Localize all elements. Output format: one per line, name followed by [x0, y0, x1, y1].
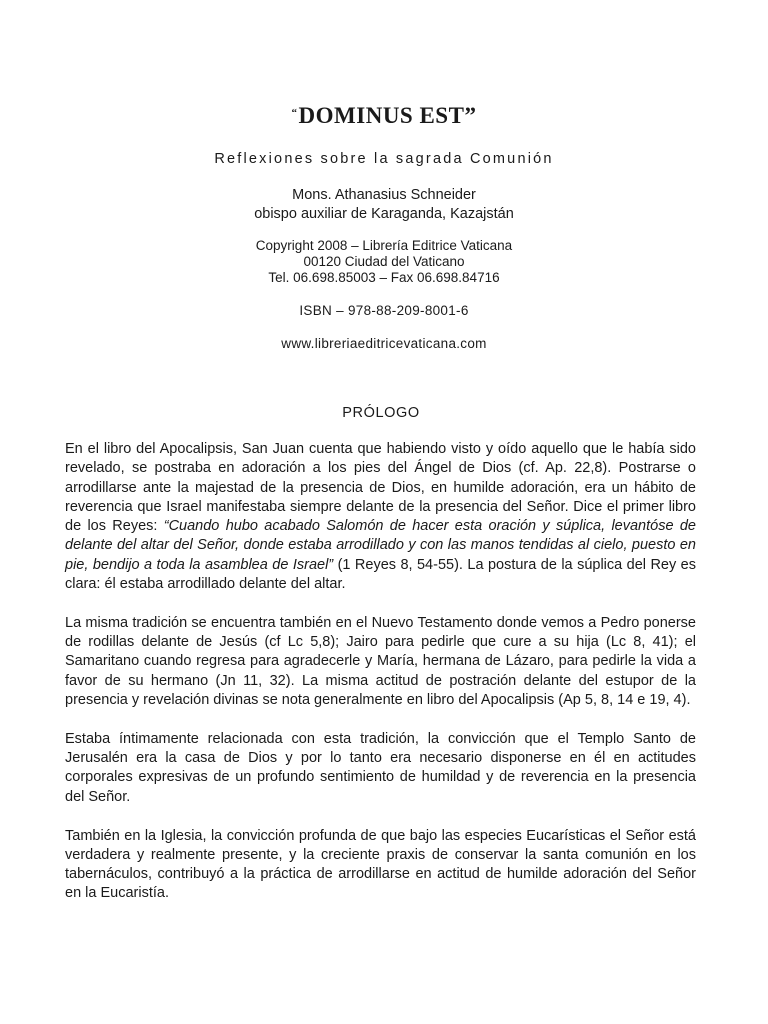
publisher-phone: Tel. 06.698.85003 – Fax 06.698.84716 [268, 270, 500, 285]
prologue-heading: PRÓLOGO [342, 405, 420, 421]
title-open-quote: “ [291, 107, 298, 119]
author-role: obispo auxiliar de Karaganda, Kazajstán [254, 206, 514, 222]
isbn-line: ISBN – 978-88-209-8001-6 [299, 303, 469, 318]
prologue-paragraph-3: Estaba íntimamente relacionada con esta tradición, la convicción que el Templo Santo de Jerusalén era la casa de Dios y por lo tanto era necesario disponerse en él en actitudes corporales expresivas de un profundo sentimiento de humildad y de reverencia en la presencia del Señor. [65, 730, 696, 805]
book-title-text: DOMINUS EST” [298, 103, 477, 128]
prologue-body [65, 440, 696, 923]
book-title [0, 103, 768, 129]
prologue-paragraph-4: También en la Iglesia, la convicción profunda de que bajo las especies Eucarísticas el Señor está verdadera y realmente presente, y la creciente praxis de conservar la santa comunión en los tabernáculos, contribuyó a la práctica de arrodillarse en actitud de humilde adoración del Señor en la Eucaristía. [65, 827, 696, 902]
copyright-line: Copyright 2008 – Librería Editrice Vaticana [255, 238, 513, 253]
author-name: Mons. Athanasius Schneider [292, 187, 476, 203]
publisher-address: 00120 Ciudad del Vaticano [303, 254, 465, 269]
book-subtitle: Reflexiones sobre la sagrada Comunión [214, 151, 554, 167]
paragraph-1-quote: “Cuando hubo acabado Salomón de hacer esta oración y súplica, levantóse de delante del altar del Señor, donde estaba arrodillado y con las manos tendidas al cielo, puesto en pie, bendijo a toda la asamblea de Israel” [65, 518, 696, 573]
paragraph-1-text-a: En el libro del Apocalipsis, San Juan cuenta que habiendo visto y oído aquello que le había sido revelado, se postraba en adoración a los pies del Ángel de Dios (cf. Ap. 22,8). Postrarse o arrodillarse ante la majestad de la presencia de Dios, en humilde adoración, era un hábito de reverencia que Israel manifestaba siempre delante de la presencia del Señor. Dice el primer libro de los Reyes: [65, 441, 696, 535]
prologue-paragraph-2: La misma tradición se encuentra también en el Nuevo Testamento donde vemos a Pedro ponerse de rodillas delante de Jesús (cf Lc 5,8); Jairo para pedirle que cure a su hija (Lc 8, 41); el Samaritano cuando regresa para agradecerle y María, hermana de Lázaro, para pedirle la vida a favor de su hermano (Jn 11, 32). La misma actitud de postración delante del estupor de la presencia y revelación divinas se nota generalmente en libro del Apocalipsis (Ap 5, 8, 14 e 19, 4). [65, 614, 696, 709]
prologue-paragraph-1 [65, 440, 696, 594]
publisher-website: www.libreriaeditricevaticana.com [281, 336, 487, 351]
paragraph-1-text-b: (1 Reyes 8, 54-55). La postura de la súplica del Rey es clara: él estaba arrodillado delante del altar. [65, 556, 696, 593]
